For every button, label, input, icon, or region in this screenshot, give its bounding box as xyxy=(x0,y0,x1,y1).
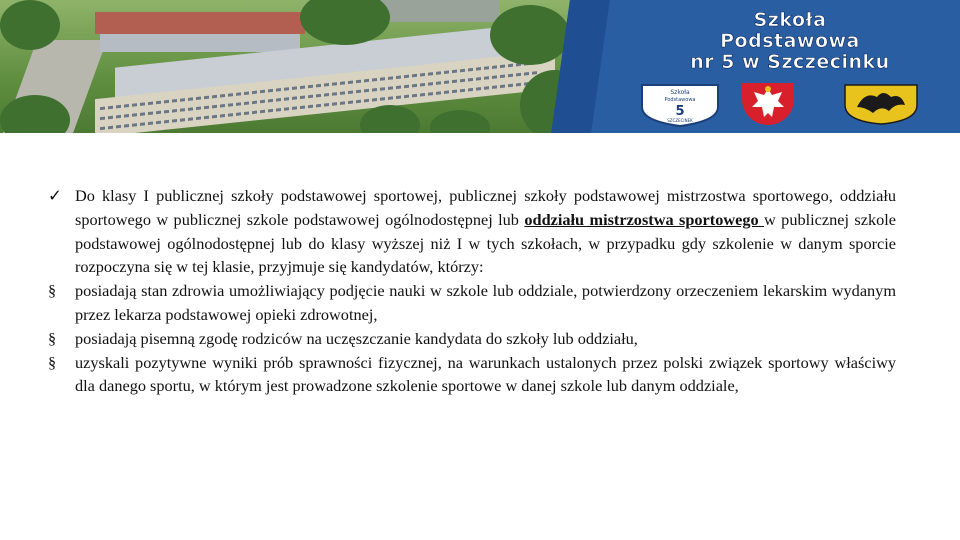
szczecinek-coat-of-arms xyxy=(843,83,919,125)
bullet-icon: § xyxy=(48,281,57,301)
checkmark-icon: ✓ xyxy=(48,186,62,205)
school-aerial-photo xyxy=(0,0,590,133)
svg-text:SZCZECINEK: SZCZECINEK xyxy=(667,118,693,123)
svg-text:Szkoła: Szkoła xyxy=(670,89,690,96)
bullet-icon: § xyxy=(48,328,57,348)
school-badge-logo xyxy=(638,81,722,127)
school-name-title: Szkoła Podstawowa nr 5 w Szczecinku xyxy=(690,9,890,73)
svg-text:Podstawowa: Podstawowa xyxy=(664,97,696,103)
header-banner xyxy=(0,0,960,133)
intro-paragraph: ✓ Do klasy I publicznej szkoły podstawowej sportowej, publicznej szkoły podstawowej mistrzostwa sportowego, oddziału sportowego w publicznej szkole podstawowej ogólnodostępnej lub oddziału mistrzostwa sportowego w publicznej szkole podstawowej ogólnodostępnej lub do klasy wyższej niż I w tych szkołach, w przypadku gdy szkolenie w danym sporcie rozpoczyna się w tej klasie, przyjmuje się kandydatów, którzy: xyxy=(48,186,897,277)
underlined-phrase: oddziału mistrzostwa sportowego xyxy=(524,209,765,229)
poland-coat-of-arms xyxy=(742,83,794,125)
condition-item: § posiadają stan zdrowia umożliwiający podjęcie nauki w szkole lub oddziale, potwierdzony orzeczeniem lekarskim wydanym przez lekarza podstawowej opieki zdrowotnej, xyxy=(48,281,896,324)
condition-item: § uzyskali pozytywne wyniki prób sprawności fizycznej, na warunkach ustalonych przez polski związek sportowy właściwy dla danego sportu, w którym jest prowadzone szkolenie sportowe w danej szkole lub danym oddziale, xyxy=(48,352,896,396)
svg-text:5: 5 xyxy=(675,104,685,119)
bullet-icon: § xyxy=(48,352,57,372)
condition-item: § posiadają pisemną zgodę rodziców na uczęszczanie kandydata do szkoły lub oddziału, xyxy=(48,327,896,351)
admission-requirements xyxy=(48,184,896,398)
